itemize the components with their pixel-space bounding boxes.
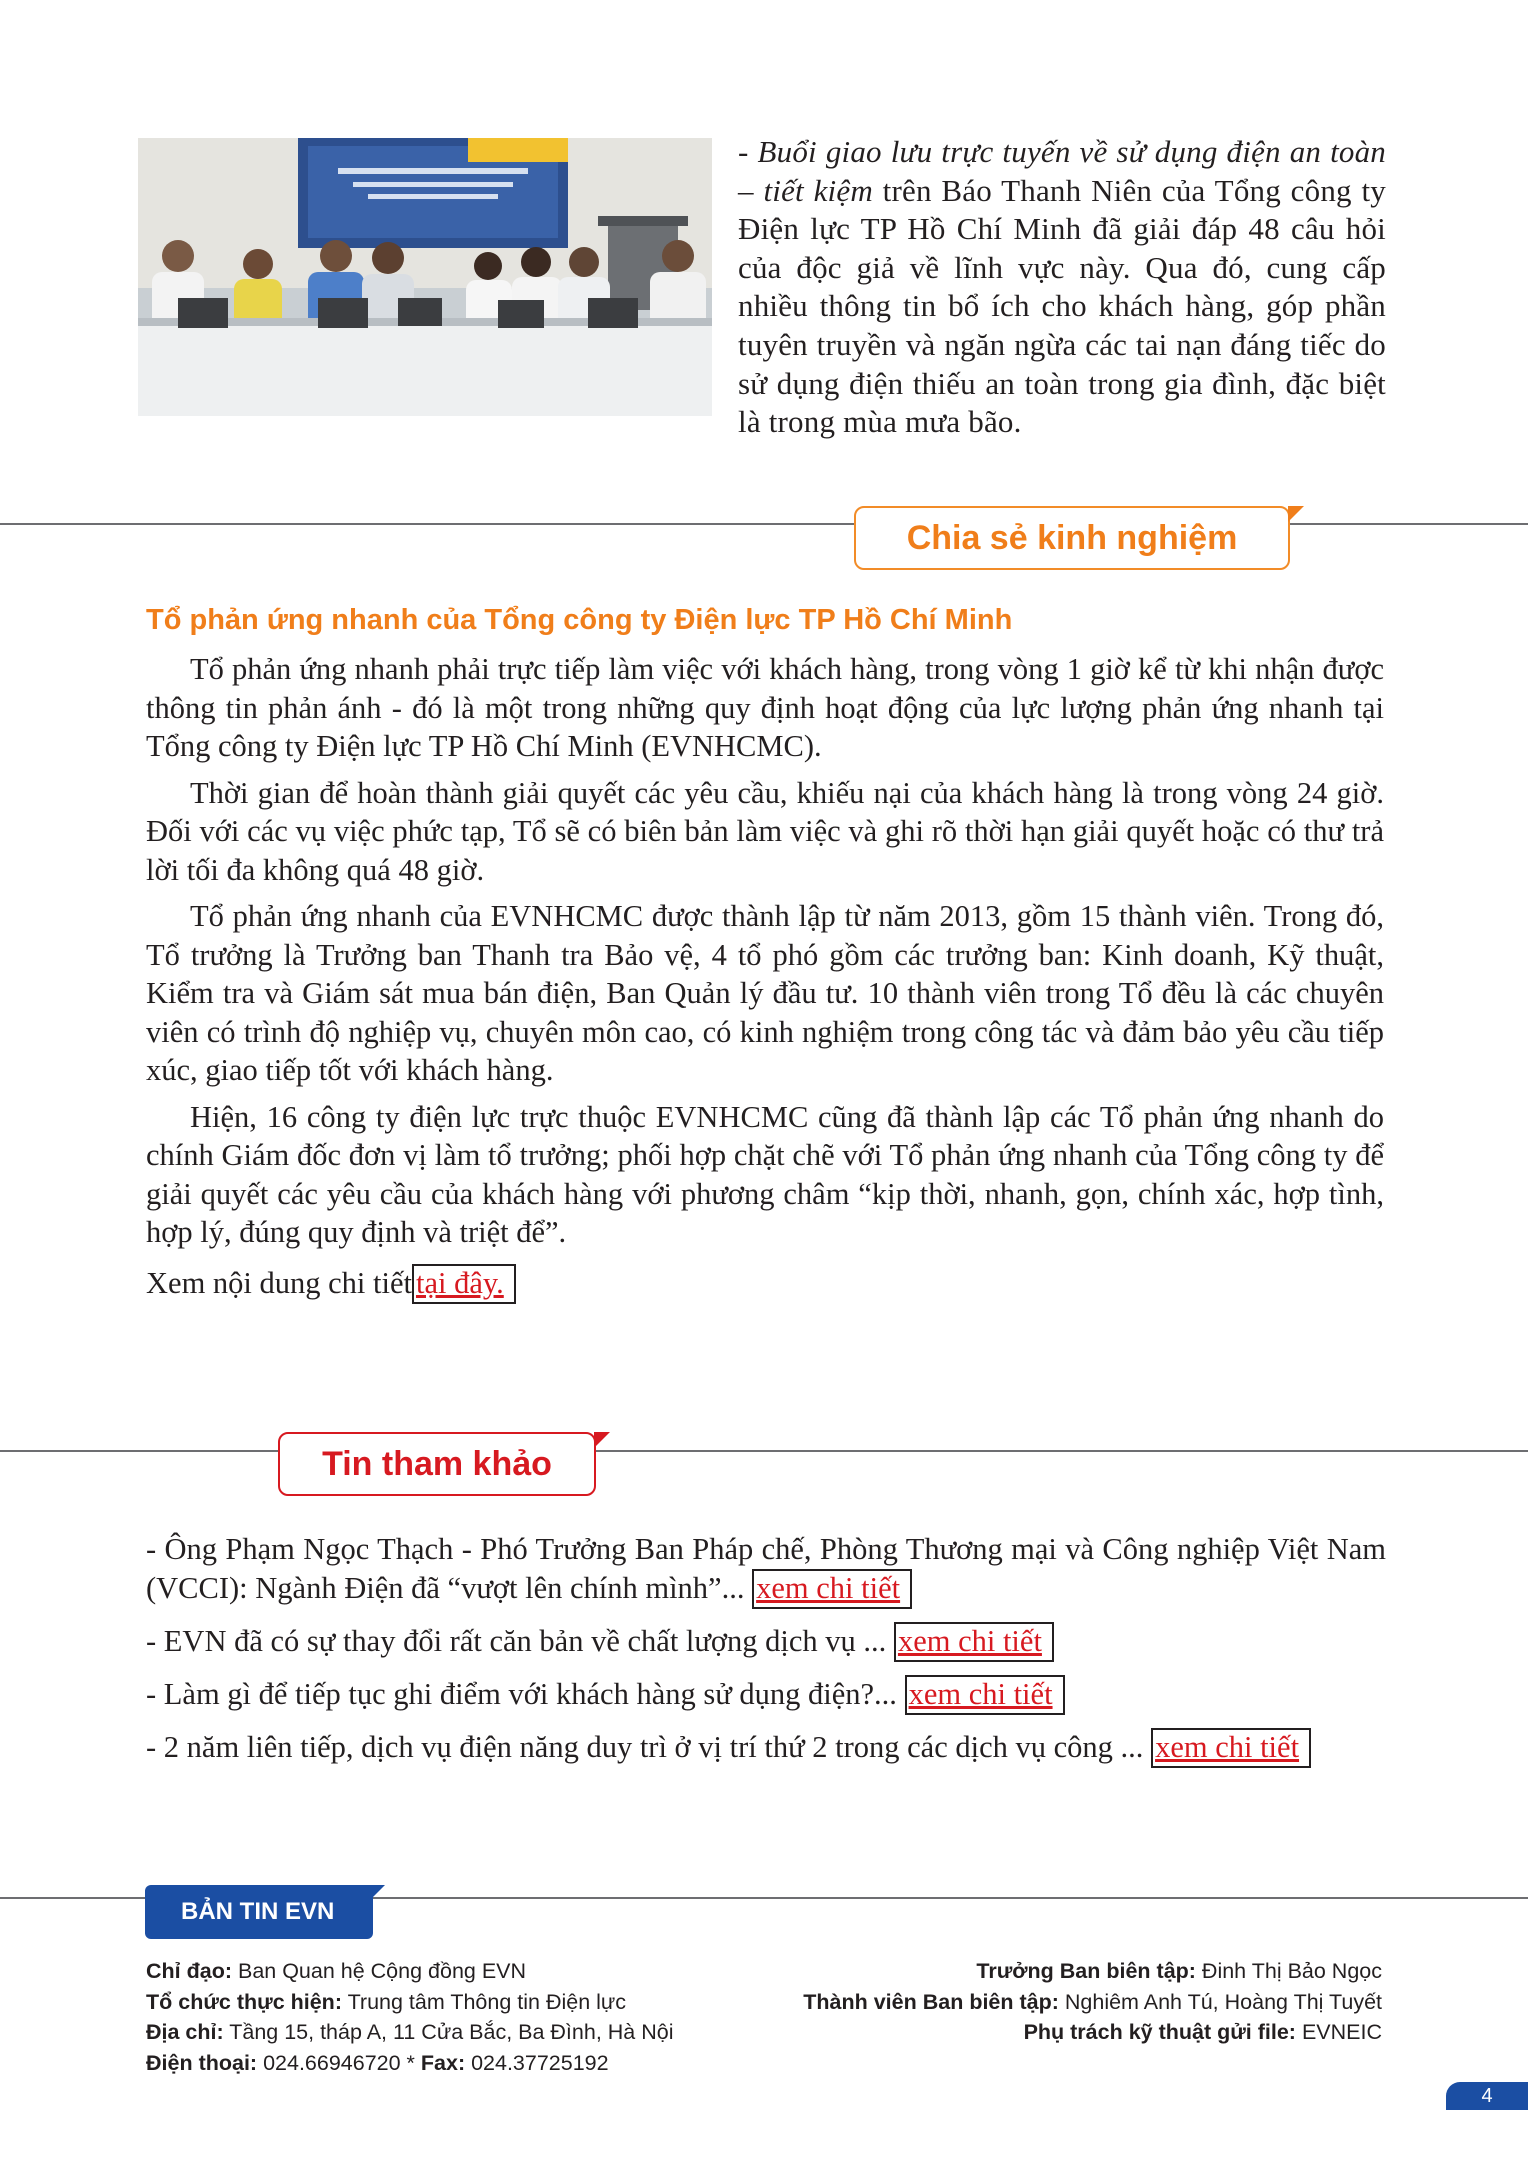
article-paragraph: Thời gian để hoàn thành giải quyết các yêu cầu, khiếu nại của khách hàng là trong vòng 24 giờ. Đối với các vụ việc phức tạp, Tổ sẽ có biên bản làm việc và ghi rõ thời hạn giải quyết hoặc có thư trả lời tối đa không quá 48 giờ. xyxy=(146,775,1384,887)
newsletter-badge: BẢN TIN EVN xyxy=(145,1885,373,1939)
footer-label: Địa chỉ: xyxy=(146,2020,224,2044)
read-more-text: Xem nội dung chi tiết xyxy=(146,1266,412,1300)
tab-corner-accent xyxy=(594,1432,610,1448)
reference-text: - EVN đã có sự thay đổi rất căn bản về chất lượng dịch vụ ... xyxy=(146,1624,894,1658)
footer-label: Phụ trách kỹ thuật gửi file: xyxy=(1023,2020,1296,2044)
section-tab-references: Tin tham khảo xyxy=(278,1432,596,1496)
footer-line xyxy=(146,2017,706,2048)
footer-credits-right xyxy=(662,1956,1382,2048)
footer-line xyxy=(662,1956,1382,1987)
footer-line xyxy=(146,1987,706,2018)
reference-item xyxy=(146,1675,1386,1715)
footer-value: Ban Quan hệ Cộng đồng EVN xyxy=(232,1959,527,1983)
footer-line xyxy=(146,2048,706,2079)
article-paragraph: Tổ phản ứng nhanh của EVNHCMC được thành lập từ năm 2013, gồm 15 thành viên. Trong đó, Tổ trưởng là Trưởng ban Thanh tra Bảo vệ, 4 tổ phó gồm các trưởng ban: Kinh doanh, Kỹ thuật, Kiểm tra và Giám sát mua bán điện, Ban Quản lý đầu tư. 10 thành viên trong Tổ đều là các chuyên viên có trình độ nghiệp vụ, chuyên môn cao, có kinh nghiệm trong công tác và đảm bảo yêu cầu tiếp xúc, giao tiếp tốt với khách hàng. xyxy=(146,899,1384,1087)
article-body xyxy=(146,650,1384,1260)
section-divider xyxy=(0,1450,1528,1452)
article-title: Tổ phản ứng nhanh của Tổng công ty Điện lực TP Hồ Chí Minh xyxy=(146,604,1013,636)
footer-label: Trưởng Ban biên tập: xyxy=(976,1959,1196,1983)
footer-label: Thành viên Ban biên tập: xyxy=(803,1989,1059,2014)
section-divider xyxy=(0,523,1528,525)
intro-paragraph xyxy=(738,133,1386,442)
footer-label: Tổ chức thực hiện: xyxy=(146,1989,342,2014)
read-more-line xyxy=(146,1264,516,1304)
reference-link[interactable]: xem chi tiết xyxy=(905,1675,1065,1715)
badge-corner-accent xyxy=(371,1885,385,1899)
footer-value: Tầng 15, tháp A, 11 Cửa Bắc, Ba Đình, Hà Nội xyxy=(223,2020,674,2044)
fax-label: Fax: xyxy=(420,2050,466,2075)
tab-corner-accent xyxy=(1288,506,1304,522)
reference-text: - Ông Phạm Ngọc Thạch - Phó Trưởng Ban Pháp chế, Phòng Thương mại và Công nghiệp Việt Nam (VCCI): Ngành Điện đã “vượt lên chính mình”... xyxy=(146,1532,1386,1605)
fax-value: 024.37725192 xyxy=(465,2050,609,2075)
intro-italic-text: - Buổi giao lưu trực tuyến về sử dụng điện an toàn – tiết kiệm xyxy=(738,134,1386,208)
section-tab-share: Chia sẻ kinh nghiệm xyxy=(854,506,1290,570)
phone-value: 024.66946720 * xyxy=(257,2050,421,2075)
reference-item xyxy=(146,1622,1386,1662)
reference-link[interactable]: xem chi tiết xyxy=(752,1569,912,1609)
reference-item xyxy=(146,1530,1386,1609)
footer-credits-left xyxy=(146,1956,706,2078)
reference-link[interactable]: xem chi tiết xyxy=(1151,1728,1311,1768)
reference-link[interactable]: xem chi tiết xyxy=(894,1622,1054,1662)
footer-value: Nghiêm Anh Tú, Hoàng Thị Tuyết xyxy=(1058,1989,1382,2014)
phone-label: Điện thoại: xyxy=(146,2050,258,2075)
conference-photo xyxy=(138,138,712,416)
reference-text: - Làm gì để tiếp tục ghi điểm với khách hàng sử dụng điện?... xyxy=(146,1677,905,1711)
intro-body-text: trên Báo Thanh Niên của Tổng công ty Điện lực TP Hồ Chí Minh đã giải đáp 48 câu hỏi của độc giả về lĩnh vực này. Qua đó, cung cấp nhiều thông tin bổ ích cho khách hàng, góp phần tuyên truyền và ngăn ngừa các tai nạn đáng tiếc do sử dụng điện thiếu an toàn trong gia đình, đặc biệt là trong mùa mưa bão. xyxy=(738,172,1386,440)
footer-line xyxy=(662,1987,1382,2018)
footer-value: Trung tâm Thông tin Điện lực xyxy=(341,1989,627,2014)
article-paragraph: Tổ phản ứng nhanh phải trực tiếp làm việc với khách hàng, trong vòng 1 giờ kể từ khi nhận được thông tin phản ánh - đó là một trong những quy định hoạt động của lực lượng phản ứng nhanh tại Tổng công ty Điện lực TP Hồ Chí Minh (EVNHCMC). xyxy=(146,652,1384,763)
footer-value: Đinh Thị Bảo Ngọc xyxy=(1195,1959,1382,1983)
read-more-link[interactable]: tại đây. xyxy=(412,1264,516,1304)
footer-line xyxy=(662,2017,1382,2048)
reference-text: - 2 năm liên tiếp, dịch vụ điện năng duy trì ở vị trí thứ 2 trong các dịch vụ công ... xyxy=(146,1730,1152,1764)
footer-value: EVNEIC xyxy=(1295,2020,1382,2044)
footer-label: Chỉ đạo: xyxy=(146,1959,232,1983)
article-paragraph: Hiện, 16 công ty điện lực trực thuộc EVNHCMC cũng đã thành lập các Tổ phản ứng nhanh do chính Giám đốc đơn vị làm tổ trưởng; phối hợp chặt chẽ với Tổ phản ứng nhanh của Tổng công ty để giải quyết các yêu cầu của khách hàng với phương châm “kịp thời, nhanh, gọn, chính xác, hợp tình, hợp lý, đúng quy định và triệt để”. xyxy=(146,1099,1384,1249)
reference-item xyxy=(146,1728,1386,1768)
page-number: 4 xyxy=(1446,2082,1528,2110)
footer-line xyxy=(146,1956,706,1987)
